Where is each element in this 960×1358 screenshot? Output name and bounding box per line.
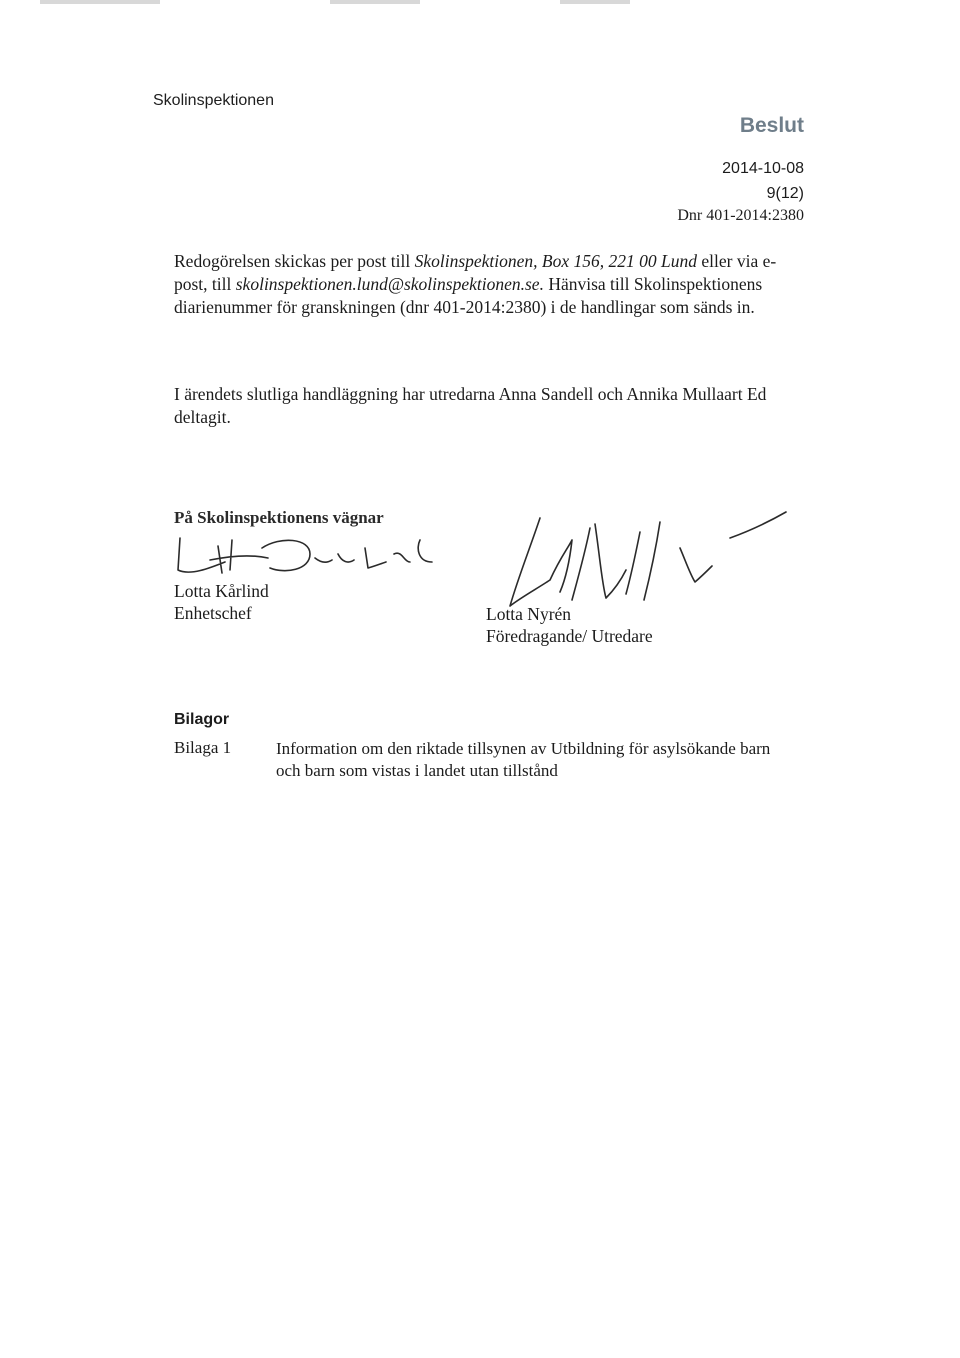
attachment-description: Information om den riktade tillsynen av Utbildning för asylsökande barn och barn som vistas i landet utan tillstånd <box>276 739 771 780</box>
signer-2 <box>486 603 653 647</box>
on-behalf-heading: På Skolinspektionens vägnar <box>174 508 384 527</box>
scan-edge-artifact <box>330 0 420 4</box>
paragraph-case-handlers: I ärendets slutliga handläggning har utredarna Anna Sandell och Annika Mullaart Ed deltagit. <box>174 384 767 427</box>
document-date: 2014-10-08 <box>722 160 804 177</box>
signature-1-image <box>170 518 450 588</box>
page-number: 9(12) <box>766 185 804 202</box>
signer-2-name: Lotta Nyrén <box>486 604 572 624</box>
signer-2-title: Föredragande/ Utredare <box>486 626 653 646</box>
document-type: Beslut <box>739 114 804 137</box>
signer-1-title: Enhetschef <box>174 603 252 623</box>
signature-2-image <box>490 508 790 618</box>
case-number: Dnr 401-2014:2380 <box>677 207 804 224</box>
p1-mid: eller via e-post, till <box>174 251 777 294</box>
attachments-heading: Bilagor <box>174 711 230 728</box>
scan-edge-artifact <box>40 0 160 4</box>
scan-edge-artifact <box>560 0 630 4</box>
signer-1-name: Lotta Kårlind <box>174 581 269 601</box>
paragraph-submission-info <box>174 250 804 319</box>
postal-address: Skolinspektionen, Box 156, 221 00 Lund <box>414 251 697 271</box>
signer-1 <box>174 580 269 624</box>
attachment-label: Bilaga 1 <box>174 738 232 757</box>
p1-end: Hänvisa till Skolinspektionens diarienummer för granskningen (dnr 401-2014:2380) i de handlingar som sänds in. <box>174 274 763 317</box>
p1-start: Redogörelsen skickas per post till <box>174 251 415 271</box>
email-address: skolinspektionen.lund@skolinspektionen.se. <box>235 274 544 294</box>
organization-name: Skolinspektionen <box>153 92 274 109</box>
